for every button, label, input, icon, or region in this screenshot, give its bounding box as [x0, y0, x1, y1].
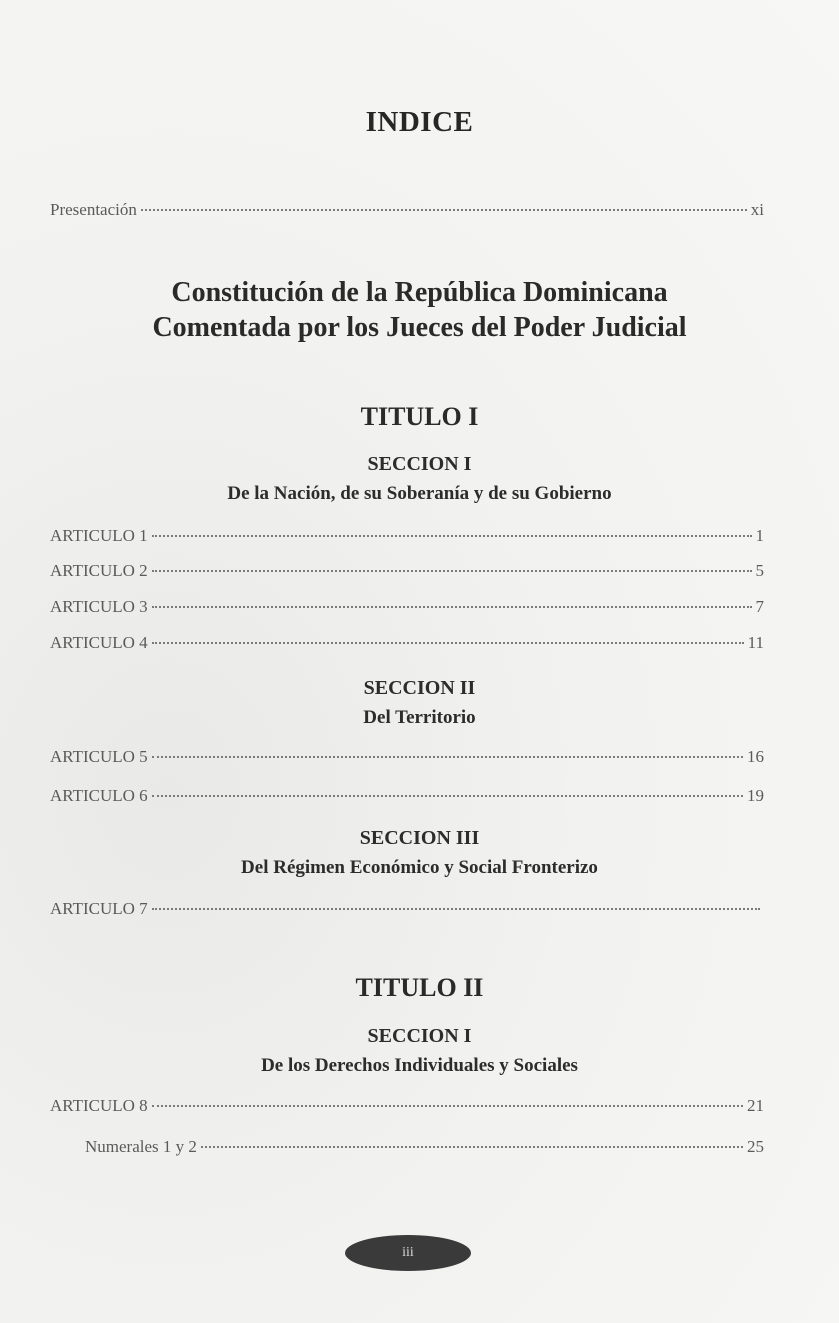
titulo-ii-heading: TITULO II — [355, 973, 484, 1002]
titulo-i-seccion-iii-subtitle: Del Régimen Económico y Social Fronterizo — [241, 857, 598, 878]
dot-leader — [152, 570, 752, 572]
toc-entry-label: ARTICULO 2 — [50, 561, 148, 580]
titulo-i-seccion-ii-subtitle: Del Territorio — [363, 707, 476, 728]
toc-entry-page: 11 — [747, 633, 764, 652]
dot-leader — [152, 606, 752, 608]
dot-leader — [152, 1105, 743, 1107]
titulo-i-seccion-ii-heading: SECCION II — [363, 677, 476, 699]
toc-entry-page: 5 — [755, 561, 764, 580]
toc-entry-articulo-5 — [50, 747, 764, 773]
toc-entry-page: xi — [750, 200, 764, 219]
toc-entry-label: ARTICULO 4 — [50, 633, 148, 652]
dot-leader — [201, 1146, 743, 1148]
titulo-ii-seccion-i-heading: SECCION I — [367, 1025, 472, 1047]
book-title-line-1: Constitución de la República Dominicana — [171, 277, 668, 308]
toc-entry-articulo-6 — [50, 786, 764, 812]
dot-leader — [152, 908, 760, 910]
titulo-i-seccion-i-subtitle: De la Nación, de su Soberanía y de su Gobierno — [227, 483, 612, 504]
toc-entry-articulo-7 — [50, 899, 764, 925]
titulo-i-seccion-i-heading: SECCION I — [367, 453, 472, 475]
titulo-i-seccion-iii-heading: SECCION III — [359, 827, 480, 849]
toc-entry-label: ARTICULO 6 — [50, 786, 148, 805]
book-title-line-2: Comentada por los Jueces del Poder Judicial — [152, 312, 687, 343]
toc-entry-page: 7 — [755, 597, 764, 616]
titulo-i-heading: TITULO I — [360, 402, 479, 431]
toc-entry-page: 1 — [755, 526, 764, 545]
toc-entry-label: Presentación — [50, 200, 137, 219]
dot-leader — [152, 795, 743, 797]
toc-entry-numerales-1-y-2 — [85, 1137, 764, 1163]
index-heading: INDICE — [365, 106, 474, 138]
page-number-badge — [345, 1235, 471, 1271]
toc-entry-articulo-3 — [50, 597, 764, 623]
toc-entry-label: Numerales 1 y 2 — [85, 1137, 197, 1156]
toc-entry-label: ARTICULO 1 — [50, 526, 148, 545]
toc-entry-label: ARTICULO 8 — [50, 1096, 148, 1115]
toc-entry-page: 21 — [747, 1096, 764, 1115]
toc-entry-page: 19 — [747, 786, 764, 805]
dot-leader — [152, 642, 744, 644]
titulo-ii-seccion-i-subtitle: De los Derechos Individuales y Sociales — [261, 1055, 578, 1076]
toc-entry-articulo-1 — [50, 526, 764, 552]
toc-entry-label: ARTICULO 3 — [50, 597, 148, 616]
toc-entry-label: ARTICULO 7 — [50, 899, 148, 918]
dot-leader — [152, 535, 752, 537]
toc-entry-page: 16 — [747, 747, 764, 766]
toc-entry-page: 25 — [747, 1137, 764, 1156]
page-number: iii — [402, 1245, 414, 1260]
dot-leader — [152, 756, 743, 758]
toc-entry-articulo-2 — [50, 561, 764, 587]
dot-leader — [141, 209, 747, 211]
toc-entry-presentacion — [50, 200, 764, 226]
toc-entry-articulo-4 — [50, 633, 764, 659]
toc-entry-label: ARTICULO 5 — [50, 747, 148, 766]
toc-entry-articulo-8 — [50, 1096, 764, 1122]
